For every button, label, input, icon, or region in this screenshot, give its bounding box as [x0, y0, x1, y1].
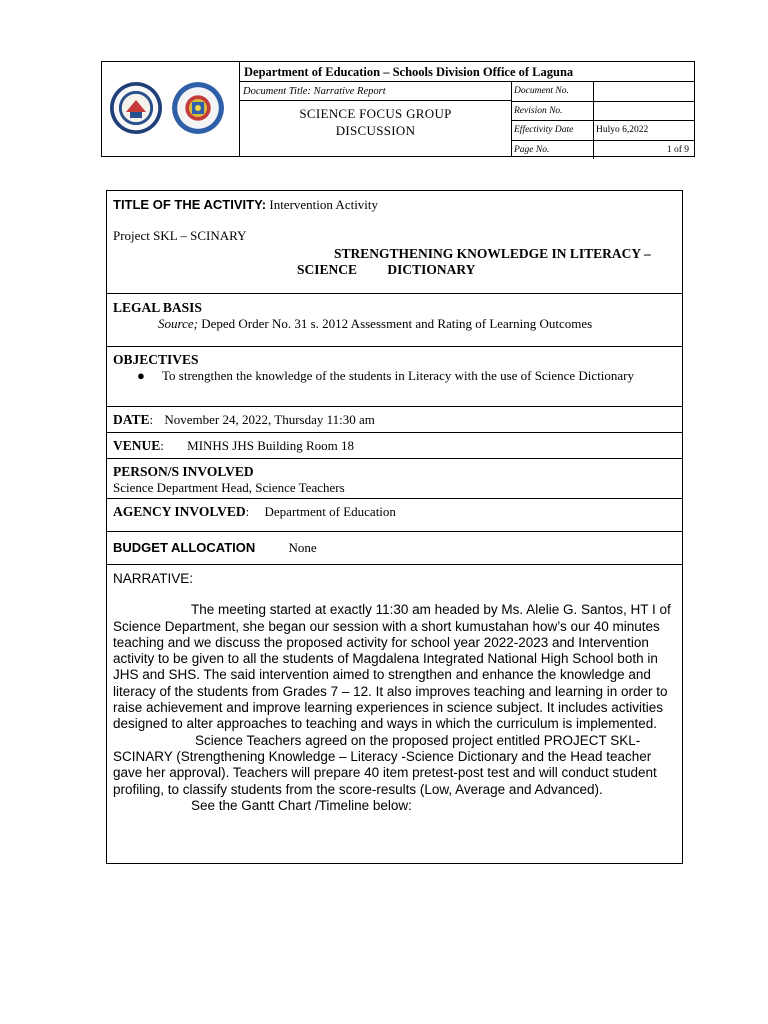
meta-value: 1 of 9	[593, 141, 693, 160]
agency-value: Department of Education	[264, 504, 396, 519]
date-label: DATE	[113, 412, 150, 427]
project-fullname-line2: SCIENCE DICTIONARY	[297, 262, 476, 277]
budget-value: None	[288, 540, 317, 555]
meta-row-page-no	[512, 141, 695, 160]
source-value: Deped Order No. 31 s. 2012 Assessment and Rating of Learning Outcomes	[201, 316, 593, 331]
objectives-label: OBJECTIVES	[113, 352, 199, 367]
date-value: November 24, 2022, Thursday 11:30 am	[164, 412, 375, 427]
legal-basis-section	[107, 294, 682, 347]
narrative-paragraph-1: The meeting started at exactly 11:30 am headed by Ms. Alelie G. Santos, HT I of Science Department, she began our session with a short kumustahan how’s our 40 minutes teaching and we discuss the proposed activity for school year 2022-2023 and Intervention activity to be given to all the students of Magdalena Integrated National High School both in JHS and SHS. The said intervention aimed to strengthen and enhance the knowledge and literacy of the students from Grades 7 – 12. It also improves teaching and learning in order to raise achievement and improve learning experiences in science subject. It includes activities designed to alter approaches to teaching and ways in which the curriculum is implemented.	[113, 602, 671, 732]
meta-label: Revision No.	[514, 105, 563, 116]
venue-section: VENUE: MINHS JHS Building Room 18	[107, 433, 682, 459]
document-meta	[512, 82, 695, 159]
activity-title-value: Intervention Activity	[269, 197, 379, 212]
department-name: Department of Education – Schools Division Office of Laguna	[240, 62, 695, 82]
meta-value	[593, 102, 693, 121]
meta-label: Page No.	[514, 144, 550, 155]
document-header	[101, 61, 695, 157]
deped-seal-logo	[110, 82, 162, 134]
meta-label: Document No.	[514, 86, 569, 96]
meta-value: Hulyo 6,2022	[593, 121, 693, 140]
narrative-paragraph-2: Science Teachers agreed on the proposed project entitled PROJECT SKL- SCINARY (Strengthening Knowledge – Literacy -Science Dictionary and the Head teacher gave her approval). Teachers will prepare 40 item pretest-post test and will conduct student profiling, to classify students from the score-results (Low, Average and Advanced).	[113, 732, 657, 797]
narrative-paragraph-3: See the Gantt Chart /Timeline below:	[191, 797, 412, 813]
division-seal-logo	[172, 82, 224, 134]
form-title	[240, 101, 512, 156]
activity-section	[107, 191, 682, 294]
persons-label: PERSON/S INVOLVED	[113, 464, 254, 479]
meta-row-document-no	[512, 82, 695, 102]
objectives-section	[107, 347, 682, 407]
form-title-line2: DISCUSSION	[335, 123, 416, 138]
narrative-section	[107, 565, 682, 863]
project-name: Project SKL – SCINARY	[113, 228, 247, 243]
narrative-label: NARRATIVE:	[113, 571, 194, 586]
meta-row-revision-no	[512, 102, 695, 122]
project-fullname-line1: STRENGTHENING KNOWLEDGE IN LITERACY –	[334, 246, 651, 261]
agency-section: AGENCY INVOLVED: Department of Education	[107, 499, 682, 532]
budget-section	[107, 532, 682, 565]
persons-section	[107, 459, 682, 499]
logo-cell	[102, 62, 240, 156]
bullet-icon: ●	[137, 368, 145, 383]
objective-item	[113, 368, 676, 384]
legal-basis-label: LEGAL BASIS	[113, 300, 202, 315]
venue-value: MINHS JHS Building Room 18	[187, 438, 355, 453]
activity-title-label: TITLE OF THE ACTIVITY:	[113, 197, 267, 212]
date-section: DATE: November 24, 2022, Thursday 11:30 am	[107, 407, 682, 433]
budget-label: BUDGET ALLOCATION	[113, 540, 256, 555]
meta-label: Effectivity Date	[514, 125, 574, 135]
agency-label: AGENCY INVOLVED	[113, 504, 246, 519]
form-title-line1: SCIENCE FOCUS GROUP	[299, 106, 452, 121]
meta-value	[593, 82, 693, 101]
source-label: Source;	[158, 316, 198, 331]
venue-label: VENUE	[113, 438, 161, 453]
document-title: Document Title: Narrative Report	[240, 82, 512, 101]
report-table	[106, 190, 683, 864]
persons-value: Science Department Head, Science Teachers	[113, 480, 345, 495]
objective-text: To strengthen the knowledge of the students in Literacy with the use of Science Dictionary	[162, 368, 635, 383]
meta-row-effectivity-date	[512, 121, 695, 141]
